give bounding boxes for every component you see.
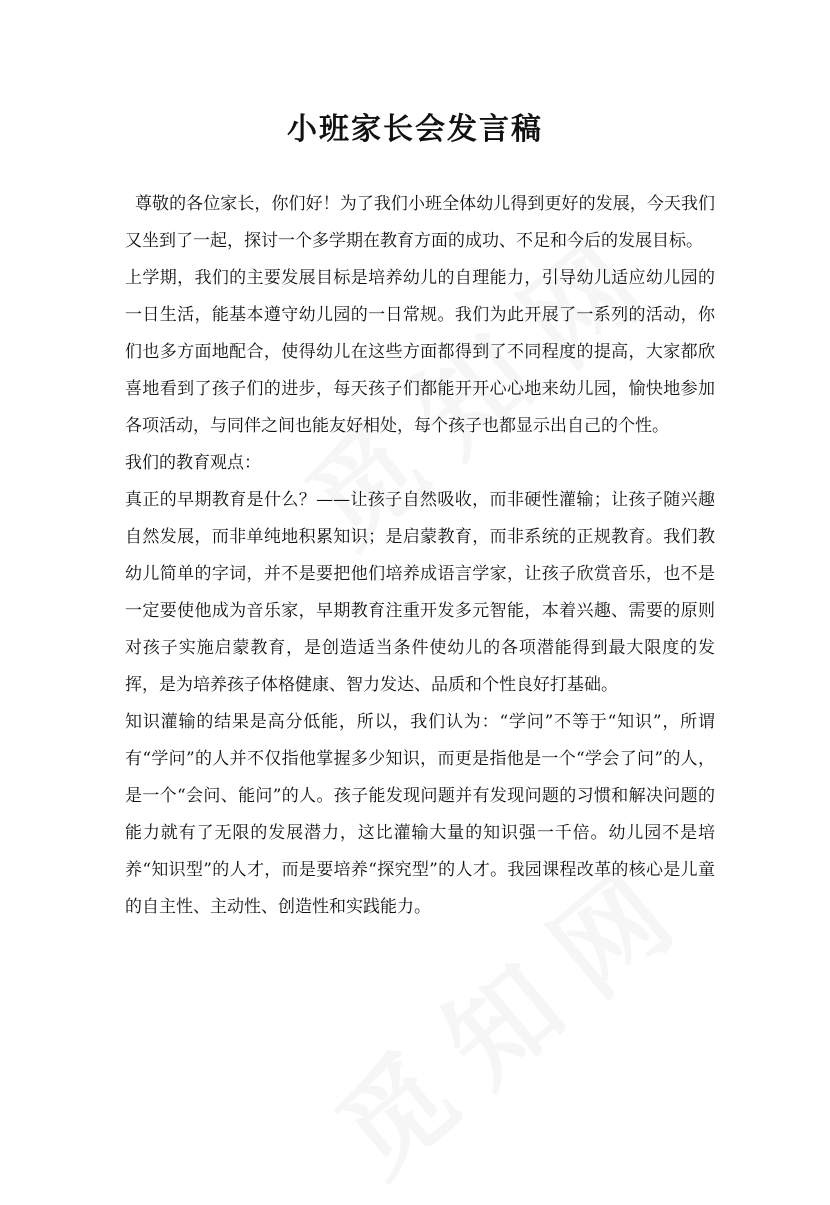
paragraph-early-education: 真正的早期教育是什么？——让孩子自然吸收，而非硬性灌输；让孩子随兴趣自然发展，而非单纯地积累知识；是启蒙教育，而非系统的正规教育。我们教幼儿简单的字词，并不是要把他们培养成语言学家，让孩子欣赏音乐，也不是一定要使他成为音乐家，早期教育注重开发多元智能，本着兴趣、需要的原则对孩子实施启蒙教育，是创造适当条件使幼儿的各项潜能得到最大限度的发挥，是为培养孩子体格健康、智力发达、品质和个性良好打基础。 [125, 490, 715, 695]
document-body [125, 186, 715, 926]
paragraph-last-semester: 上学期，我们的主要发展目标是培养幼儿的自理能力，引导幼儿适应幼儿园的一日生活，能基本遵守幼儿园的一日常规。我们为此开展了一系列的活动，你们也多方面地配合，使得幼儿在这些方面都得到了不同程度的提高，大家都欣喜地看到了孩子们的进步，每天孩子们都能开开心心地来幼儿园，愉快地参加各项活动，与同伴之间也能友好相处，每个孩子也都显示出自己的个性。 [125, 268, 715, 436]
paragraph-heading-education-view: 我们的教育观点： [125, 453, 261, 473]
paragraph-greeting: 尊敬的各位家长，你们好！为了我们小班全体幼儿得到更好的发展，今天我们又坐到了一起，探讨一个多学期在教育方面的成功、不足和今后的发展目标。 [125, 194, 715, 251]
paragraph-knowledge: 知识灌输的结果是高分低能，所以，我们认为：“学问”不等于“知识”，所谓有“学问”的人并不仅指他掌握多少知识，而更是指他是一个“学会了问”的人，是一个“会问、能问”的人。孩子能发现问题并有发现问题的习惯和解决问题的能力就有了无限的发展潜力，这比灌输大量的知识强一千倍。幼儿园不是培养“知识型”的人才，而是要培养“探究型”的人才。我园课程改革的核心是儿童的自主性、主动性、创造性和实践能力。 [125, 712, 715, 917]
page-title: 小班家长会发言稿 [287, 112, 543, 147]
